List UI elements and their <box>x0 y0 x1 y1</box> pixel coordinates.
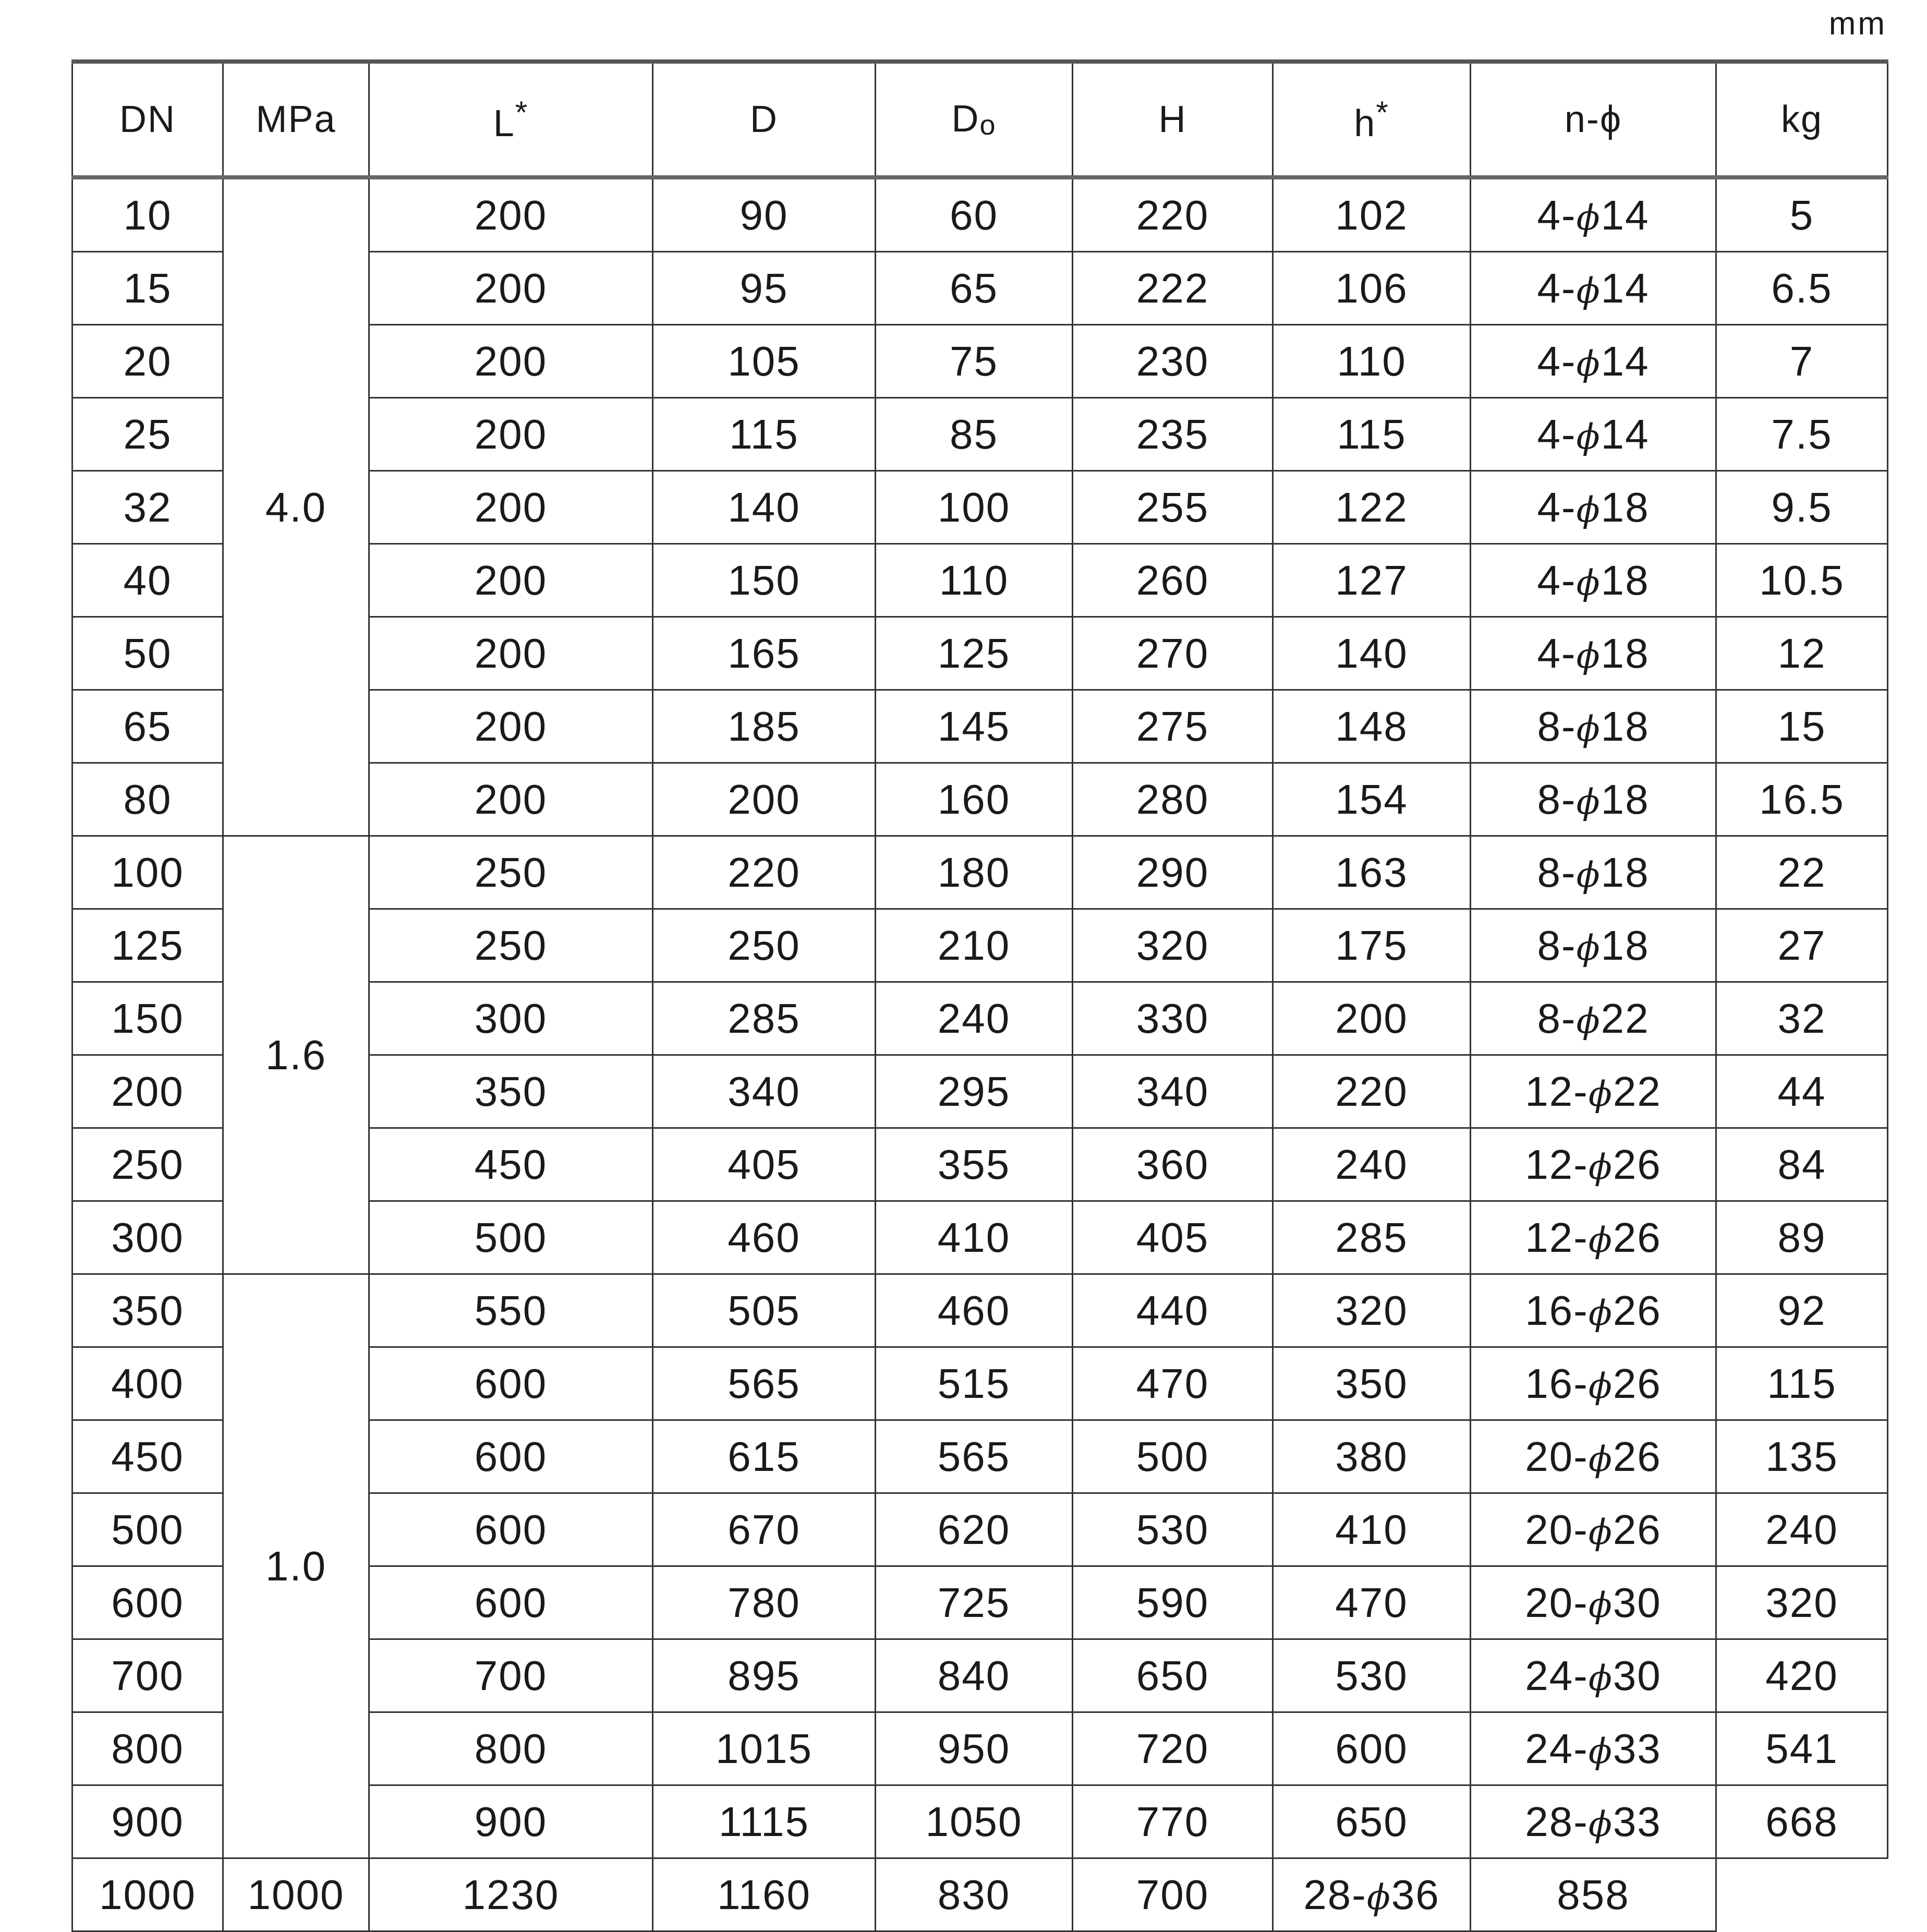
phi-symbol: ϕ <box>1588 1658 1613 1698</box>
bolt-count: 8- <box>1537 703 1577 750</box>
cell-dn: 50 <box>72 617 223 690</box>
bolt-count: 20- <box>1525 1433 1589 1480</box>
cell-l: 250 <box>369 909 653 982</box>
cell-dn: 400 <box>72 1347 223 1420</box>
cell-h: 115 <box>1273 398 1471 471</box>
cell-mpa: 1.6 <box>223 836 369 1274</box>
bolt-count: 16- <box>1525 1360 1589 1407</box>
cell-n-phi <box>1471 690 1716 763</box>
cell-dn: 100 <box>72 836 223 909</box>
phi-symbol: ϕ <box>1576 927 1601 968</box>
cell-h: 320 <box>1273 1274 1471 1347</box>
bolt-diameter: 26 <box>1613 1360 1662 1407</box>
bolt-count: 12- <box>1525 1068 1589 1115</box>
cell-l: 800 <box>369 1712 653 1785</box>
phi-symbol: ϕ <box>1588 1293 1613 1333</box>
phi-symbol: ϕ <box>1588 1219 1613 1260</box>
cell-H: 280 <box>1073 763 1273 836</box>
cell-H: 270 <box>1073 617 1273 690</box>
phi-symbol: ϕ <box>1588 1804 1613 1844</box>
cell-d0: 515 <box>876 1347 1073 1420</box>
cell-d: 405 <box>653 1128 876 1201</box>
phi-symbol: ϕ <box>1588 1146 1613 1187</box>
cell-kg: 32 <box>1716 982 1888 1055</box>
bolt-diameter: 18 <box>1601 557 1650 603</box>
unit-label: mm <box>1828 6 1887 42</box>
cell-kg: 5 <box>1716 177 1888 252</box>
cell-l: 600 <box>369 1566 653 1639</box>
cell-kg: 668 <box>1716 1785 1888 1858</box>
cell-d: 780 <box>653 1566 876 1639</box>
cell-kg: 420 <box>1716 1639 1888 1712</box>
bolt-count: 8- <box>1537 922 1577 969</box>
bolt-diameter: 30 <box>1613 1652 1662 1699</box>
header-kg: kg <box>1716 62 1888 177</box>
cell-H: 290 <box>1073 836 1273 909</box>
cell-kg: 12 <box>1716 617 1888 690</box>
header-row <box>72 62 1888 177</box>
cell-l: 900 <box>369 1785 653 1858</box>
cell-n-phi <box>1471 1639 1716 1712</box>
cell-dn: 600 <box>72 1566 223 1639</box>
cell-n-phi <box>1471 1420 1716 1493</box>
phi-symbol: ϕ <box>1588 1585 1613 1625</box>
cell-h: 700 <box>1073 1858 1273 1931</box>
cell-H: 405 <box>1073 1201 1273 1274</box>
cell-h: 122 <box>1273 471 1471 544</box>
cell-kg: 6.5 <box>1716 252 1888 325</box>
cell-n-phi <box>1471 325 1716 398</box>
valve-dimension-table <box>71 59 1888 1932</box>
cell-n-phi <box>1471 177 1716 252</box>
cell-n-phi <box>1471 1785 1716 1858</box>
cell-d0: 295 <box>876 1055 1073 1128</box>
cell-l: 600 <box>369 1493 653 1566</box>
bolt-diameter: 14 <box>1601 337 1650 384</box>
cell-h: 470 <box>1273 1566 1471 1639</box>
cell-d: 670 <box>653 1493 876 1566</box>
cell-n-phi <box>1471 1055 1716 1128</box>
cell-h: 175 <box>1273 909 1471 982</box>
cell-dn: 15 <box>72 252 223 325</box>
cell-h: 410 <box>1273 1493 1471 1566</box>
phi-symbol: ϕ <box>1576 197 1601 238</box>
cell-d0: 65 <box>876 252 1073 325</box>
bolt-count: 4- <box>1537 557 1577 603</box>
cell-kg: 115 <box>1716 1347 1888 1420</box>
cell-d: 165 <box>653 617 876 690</box>
bolt-count: 4- <box>1537 191 1577 238</box>
cell-H: 235 <box>1073 398 1273 471</box>
header-l: L* <box>369 62 653 177</box>
bolt-diameter: 18 <box>1601 849 1650 896</box>
cell-d: 115 <box>653 398 876 471</box>
cell-l: 350 <box>369 1055 653 1128</box>
cell-d0: 60 <box>876 177 1073 252</box>
cell-d: 95 <box>653 252 876 325</box>
cell-H: 220 <box>1073 177 1273 252</box>
cell-H: 275 <box>1073 690 1273 763</box>
cell-dn: 1000 <box>72 1858 223 1931</box>
cell-H: 500 <box>1073 1420 1273 1493</box>
cell-l: 500 <box>369 1201 653 1274</box>
cell-d0: 160 <box>876 763 1073 836</box>
cell-H: 440 <box>1073 1274 1273 1347</box>
cell-d: 460 <box>653 1201 876 1274</box>
cell-dn: 25 <box>72 398 223 471</box>
header-h: h* <box>1273 62 1471 177</box>
table-row <box>72 177 1888 252</box>
phi-symbol: ϕ <box>1576 708 1601 749</box>
cell-d: 105 <box>653 325 876 398</box>
cell-kg: 7 <box>1716 325 1888 398</box>
cell-d: 895 <box>653 1639 876 1712</box>
cell-h: 110 <box>1273 325 1471 398</box>
cell-n-phi <box>1471 909 1716 982</box>
cell-dn: 125 <box>72 909 223 982</box>
cell-l: 200 <box>369 763 653 836</box>
bolt-count: 24- <box>1525 1725 1589 1772</box>
bolt-count: 28- <box>1525 1798 1589 1845</box>
cell-dn: 300 <box>72 1201 223 1274</box>
cell-l: 450 <box>369 1128 653 1201</box>
cell-dn: 800 <box>72 1712 223 1785</box>
header-H: H <box>1073 62 1273 177</box>
cell-n-phi <box>1471 982 1716 1055</box>
bolt-count: 12- <box>1525 1214 1589 1261</box>
cell-n-phi <box>1471 617 1716 690</box>
cell-h: 102 <box>1273 177 1471 252</box>
cell-l: 250 <box>369 836 653 909</box>
cell-d0: 75 <box>876 325 1073 398</box>
cell-d: 1015 <box>653 1712 876 1785</box>
bolt-count: 12- <box>1525 1141 1589 1188</box>
phi-symbol: ϕ <box>1576 270 1601 311</box>
cell-n-phi <box>1471 1128 1716 1201</box>
cell-d0: 85 <box>876 398 1073 471</box>
cell-h: 380 <box>1273 1420 1471 1493</box>
cell-kg: 16.5 <box>1716 763 1888 836</box>
cell-dn: 65 <box>72 690 223 763</box>
cell-n-phi <box>1471 1201 1716 1274</box>
bolt-diameter: 33 <box>1613 1798 1662 1845</box>
bolt-count: 4- <box>1537 337 1577 384</box>
bolt-diameter: 36 <box>1391 1871 1440 1918</box>
cell-H: 230 <box>1073 325 1273 398</box>
cell-d: 1115 <box>653 1785 876 1858</box>
cell-kg: 22 <box>1716 836 1888 909</box>
bolt-diameter: 33 <box>1613 1725 1662 1772</box>
cell-d0: 210 <box>876 909 1073 982</box>
cell-dn: 32 <box>72 471 223 544</box>
cell-H: 360 <box>1073 1128 1273 1201</box>
cell-kg: 92 <box>1716 1274 1888 1347</box>
bolt-diameter: 26 <box>1613 1506 1662 1553</box>
bolt-count: 20- <box>1525 1579 1589 1626</box>
bolt-count: 28- <box>1303 1871 1367 1918</box>
bolt-count: 4- <box>1537 410 1577 457</box>
bolt-count: 20- <box>1525 1506 1589 1553</box>
cell-n-phi <box>1471 1566 1716 1639</box>
bolt-diameter: 18 <box>1601 703 1650 750</box>
cell-h: 148 <box>1273 690 1471 763</box>
cell-n-phi <box>1471 1347 1716 1420</box>
cell-l: 200 <box>369 544 653 617</box>
table-row <box>72 1858 1888 1931</box>
bolt-diameter: 18 <box>1601 922 1650 969</box>
cell-n-phi <box>1471 544 1716 617</box>
cell-d0: 1160 <box>653 1858 876 1931</box>
cell-d0: 460 <box>876 1274 1073 1347</box>
cell-H: 340 <box>1073 1055 1273 1128</box>
cell-h: 140 <box>1273 617 1471 690</box>
cell-l: 200 <box>369 617 653 690</box>
cell-l: 200 <box>369 471 653 544</box>
phi-symbol: ϕ <box>1588 1439 1613 1479</box>
header-dn: DN <box>72 62 223 177</box>
cell-kg: 15 <box>1716 690 1888 763</box>
cell-n-phi <box>1471 1274 1716 1347</box>
phi-symbol: ϕ <box>1576 343 1601 384</box>
cell-H: 470 <box>1073 1347 1273 1420</box>
cell-d: 615 <box>653 1420 876 1493</box>
cell-d0: 565 <box>876 1420 1073 1493</box>
bolt-count: 8- <box>1537 776 1577 823</box>
cell-n-phi <box>1471 398 1716 471</box>
table-row <box>72 836 1888 909</box>
bolt-count: 8- <box>1537 849 1577 896</box>
cell-H: 830 <box>876 1858 1073 1931</box>
cell-d0: 410 <box>876 1201 1073 1274</box>
cell-n-phi <box>1471 252 1716 325</box>
cell-d: 565 <box>653 1347 876 1420</box>
phi-symbol: ϕ <box>1576 416 1601 457</box>
cell-n-phi <box>1471 1493 1716 1566</box>
cell-d: 140 <box>653 471 876 544</box>
cell-d0: 125 <box>876 617 1073 690</box>
phi-symbol: ϕ <box>1366 1877 1391 1917</box>
cell-h: 220 <box>1273 1055 1471 1128</box>
cell-h: 200 <box>1273 982 1471 1055</box>
cell-l: 1000 <box>223 1858 369 1931</box>
cell-kg: 89 <box>1716 1201 1888 1274</box>
phi-symbol: ϕ <box>1576 562 1601 603</box>
cell-d0: 110 <box>876 544 1073 617</box>
cell-kg: 10.5 <box>1716 544 1888 617</box>
bolt-count: 4- <box>1537 264 1577 311</box>
cell-d: 185 <box>653 690 876 763</box>
cell-dn: 20 <box>72 325 223 398</box>
header-d0: $D_o$ <box>876 62 1073 177</box>
cell-d: 505 <box>653 1274 876 1347</box>
cell-kg: 9.5 <box>1716 471 1888 544</box>
table-body <box>72 177 1888 1931</box>
cell-dn: 450 <box>72 1420 223 1493</box>
cell-dn: 900 <box>72 1785 223 1858</box>
cell-d: 200 <box>653 763 876 836</box>
cell-mpa: 1.0 <box>223 1274 369 1858</box>
phi-symbol: ϕ <box>1576 489 1601 530</box>
bolt-diameter: 26 <box>1613 1287 1662 1334</box>
bolt-count: 4- <box>1537 484 1577 530</box>
cell-h: 650 <box>1273 1785 1471 1858</box>
phi-symbol: ϕ <box>1576 854 1601 895</box>
cell-kg: 240 <box>1716 1493 1888 1566</box>
bolt-diameter: 18 <box>1601 776 1650 823</box>
cell-d0: 355 <box>876 1128 1073 1201</box>
cell-n-phi <box>1471 836 1716 909</box>
phi-symbol: ϕ <box>1576 1000 1601 1041</box>
cell-l: 200 <box>369 398 653 471</box>
bolt-diameter: 14 <box>1601 410 1650 457</box>
cell-h: 600 <box>1273 1712 1471 1785</box>
cell-h: 154 <box>1273 763 1471 836</box>
cell-d0: 240 <box>876 982 1073 1055</box>
phi-symbol: ϕ <box>1588 1073 1613 1114</box>
cell-mpa: 4.0 <box>223 177 369 836</box>
bolt-diameter: 22 <box>1613 1068 1662 1115</box>
bolt-count: 16- <box>1525 1287 1589 1334</box>
cell-dn: 40 <box>72 544 223 617</box>
phi-symbol: ϕ <box>1588 1366 1613 1406</box>
cell-l: 200 <box>369 325 653 398</box>
bolt-diameter: 26 <box>1613 1214 1662 1261</box>
bolt-diameter: 22 <box>1601 995 1650 1042</box>
phi-symbol: ϕ <box>1576 781 1601 822</box>
cell-d0: 950 <box>876 1712 1073 1785</box>
bolt-count: 8- <box>1537 995 1577 1042</box>
cell-d: 285 <box>653 982 876 1055</box>
cell-kg: 44 <box>1716 1055 1888 1128</box>
cell-d0: 145 <box>876 690 1073 763</box>
cell-H: 590 <box>1073 1566 1273 1639</box>
cell-h: 240 <box>1273 1128 1471 1201</box>
cell-n-phi <box>1273 1858 1471 1931</box>
cell-H: 720 <box>1073 1712 1273 1785</box>
cell-d0: 100 <box>876 471 1073 544</box>
cell-H: 320 <box>1073 909 1273 982</box>
cell-l: 200 <box>369 690 653 763</box>
phi-symbol: ϕ <box>1576 635 1601 676</box>
cell-dn: 500 <box>72 1493 223 1566</box>
cell-dn: 700 <box>72 1639 223 1712</box>
cell-h: 127 <box>1273 544 1471 617</box>
header-n-phi: n-ϕ <box>1471 62 1716 177</box>
cell-l: 200 <box>369 177 653 252</box>
cell-l: 200 <box>369 252 653 325</box>
cell-l: 600 <box>369 1347 653 1420</box>
cell-H: 530 <box>1073 1493 1273 1566</box>
cell-h: 530 <box>1273 1639 1471 1712</box>
bolt-diameter: 26 <box>1613 1433 1662 1480</box>
cell-d0: 620 <box>876 1493 1073 1566</box>
header-mpa: MPa <box>223 62 369 177</box>
cell-n-phi <box>1471 1712 1716 1785</box>
cell-d0: 725 <box>876 1566 1073 1639</box>
cell-dn: 200 <box>72 1055 223 1128</box>
cell-dn: 80 <box>72 763 223 836</box>
cell-h: 163 <box>1273 836 1471 909</box>
cell-kg: 320 <box>1716 1566 1888 1639</box>
cell-H: 255 <box>1073 471 1273 544</box>
cell-kg: 858 <box>1471 1858 1716 1931</box>
bolt-diameter: 30 <box>1613 1579 1662 1626</box>
bolt-diameter: 18 <box>1601 484 1650 530</box>
cell-h: 285 <box>1273 1201 1471 1274</box>
cell-dn: 10 <box>72 177 223 252</box>
phi-symbol: ϕ <box>1588 1731 1613 1771</box>
table-row <box>72 1274 1888 1347</box>
cell-d: 220 <box>653 836 876 909</box>
cell-kg: 135 <box>1716 1420 1888 1493</box>
cell-d: 250 <box>653 909 876 982</box>
cell-kg: 84 <box>1716 1128 1888 1201</box>
cell-kg: 27 <box>1716 909 1888 982</box>
cell-H: 222 <box>1073 252 1273 325</box>
cell-dn: 250 <box>72 1128 223 1201</box>
cell-H: 770 <box>1073 1785 1273 1858</box>
bolt-diameter: 14 <box>1601 264 1650 311</box>
bolt-count: 24- <box>1525 1652 1589 1699</box>
cell-H: 330 <box>1073 982 1273 1055</box>
phi-symbol: ϕ <box>1588 1512 1613 1552</box>
header-d: D <box>653 62 876 177</box>
cell-n-phi <box>1471 763 1716 836</box>
cell-d: 340 <box>653 1055 876 1128</box>
cell-n-phi <box>1471 471 1716 544</box>
cell-H: 260 <box>1073 544 1273 617</box>
cell-d: 150 <box>653 544 876 617</box>
cell-d: 1230 <box>369 1858 653 1931</box>
cell-h: 106 <box>1273 252 1471 325</box>
bolt-diameter: 26 <box>1613 1141 1662 1188</box>
cell-kg: 541 <box>1716 1712 1888 1785</box>
cell-l: 550 <box>369 1274 653 1347</box>
cell-l: 700 <box>369 1639 653 1712</box>
cell-H: 650 <box>1073 1639 1273 1712</box>
bolt-diameter: 18 <box>1601 630 1650 677</box>
bolt-diameter: 14 <box>1601 191 1650 238</box>
cell-h: 350 <box>1273 1347 1471 1420</box>
cell-l: 300 <box>369 982 653 1055</box>
cell-d: 90 <box>653 177 876 252</box>
cell-kg: 7.5 <box>1716 398 1888 471</box>
bolt-count: 4- <box>1537 630 1577 677</box>
cell-d0: 180 <box>876 836 1073 909</box>
cell-l: 600 <box>369 1420 653 1493</box>
cell-dn: 150 <box>72 982 223 1055</box>
cell-dn: 350 <box>72 1274 223 1347</box>
cell-d0: 840 <box>876 1639 1073 1712</box>
cell-d0: 1050 <box>876 1785 1073 1858</box>
